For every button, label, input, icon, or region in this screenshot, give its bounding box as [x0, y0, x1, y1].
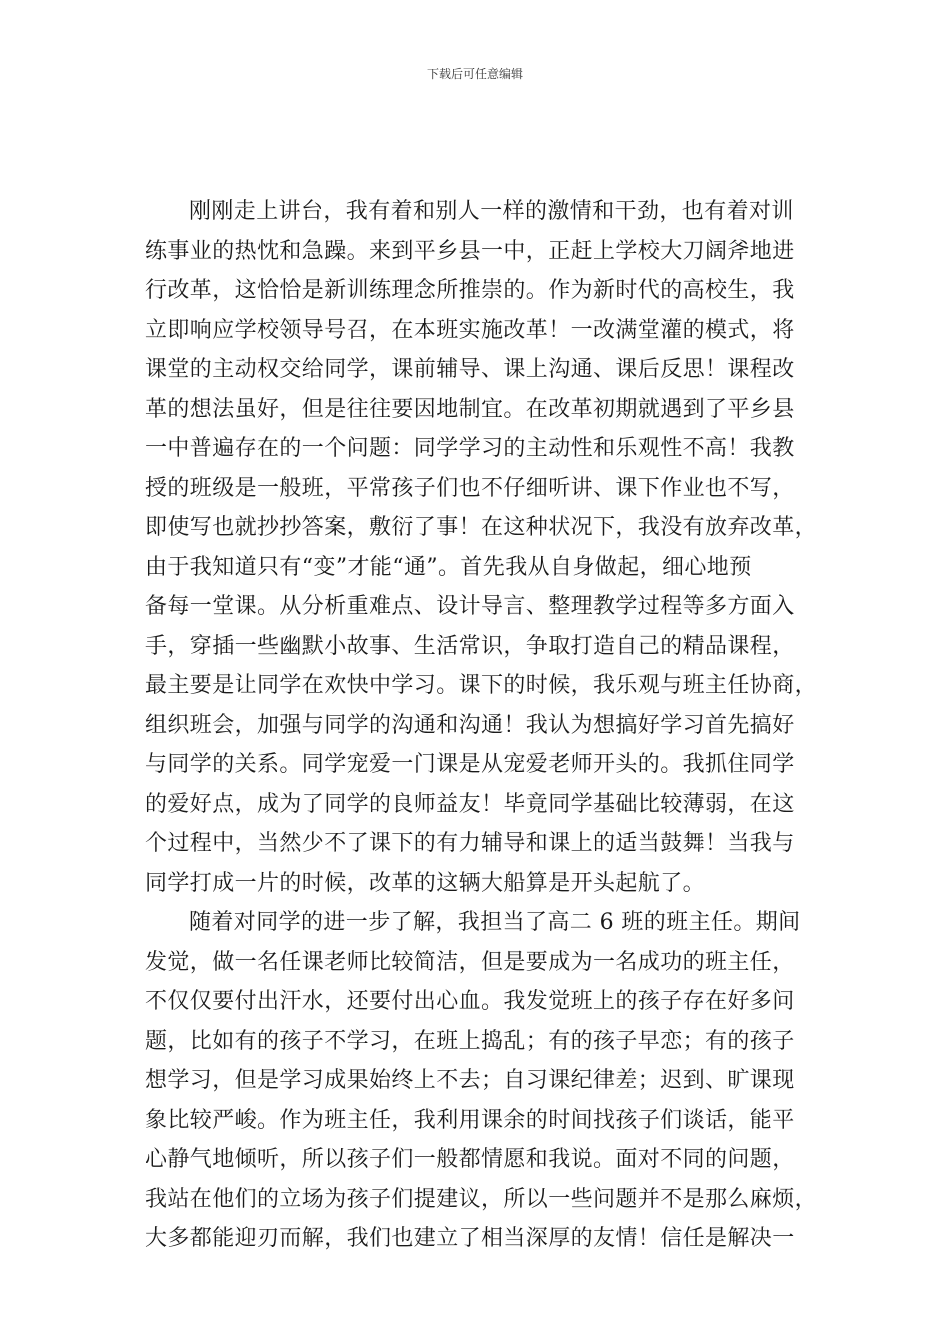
paragraph-2-line: 不仅仅要付出汗水，还要付出心血。我发觉班上的孩子存在好多问 [145, 989, 795, 1014]
paragraph-1-line: 同学打成一片的时候，改革的这辆大船算是开头起航了。 [145, 870, 706, 896]
paragraph-1-line: 行改革，这恰恰是新训练理念所推崇的。作为新时代的高校生，我 [145, 278, 795, 303]
paragraph-2-line: 随着对同学的进一步了解，我担当了高二 6 班的班主任。期间 [189, 910, 801, 935]
paragraph-1-line: 刚刚走上讲台，我有着和别人一样的激情和干劲，也有着对训 [189, 199, 794, 224]
paragraph-1-line: 练事业的热忱和急躁。来到平乡县一中，正赶上学校大刀阔斧地进 [145, 238, 795, 264]
paragraph-2-line: 想学习，但是学习成果始终上不去；自习课纪律差；迟到、旷课现 [145, 1068, 795, 1093]
document-body [145, 192, 818, 1259]
paragraph-2-line: 大多都能迎刃而解，我们也建立了相当深厚的友情！信任是解决一 [145, 1226, 795, 1251]
paragraph-1-line: 个过程中，当然少不了课下的有力辅导和课上的适当鼓舞！当我与 [145, 831, 795, 856]
paragraph-2-line: 我站在他们的立场为孩子们提建议，所以一些问题并不是那么麻烦， [145, 1186, 818, 1212]
paragraph-2-line: 发觉，做一名任课老师比较简洁，但是要成为一名成功的班主任， [145, 949, 795, 975]
paragraph-1-line: 手，穿插一些幽默小故事、生活常识，争取打造自己的精品课程， [145, 633, 795, 659]
paragraph-1-line: 备每一堂课。从分析重难点、设计导言、整理教学过程等多方面入 [145, 594, 795, 619]
page-header: 下载后可任意编辑 [426, 67, 523, 81]
paragraph-1-line: 即使写也就抄抄答案，敷衍了事！在这种状况下，我没有放弃改革， [145, 515, 818, 540]
paragraph-1-line: 立即响应学校领导号召，在本班实施改革！一改满堂灌的模式，将 [145, 317, 795, 343]
paragraph-1-line: 革的想法虽好，但是往往要因地制宜。在改革初期就遇到了平乡县 [145, 396, 795, 422]
paragraph-1-line: 授的班级是一般班，平常孩子们也不仔细听讲、课下作业也不写， [145, 475, 795, 501]
paragraph-2-line: 象比较严峻。作为班主任，我利用课余的时间找孩子们谈话，能平 [145, 1107, 795, 1133]
paragraph-1-line: 与同学的关系。同学宠爱一门课是从宠爱老师开头的。我抓住同学 [145, 752, 795, 777]
paragraph-1-line: 的爱好点，成为了同学的良师益友！毕竟同学基础比较薄弱，在这 [145, 791, 795, 817]
paragraph-2-line: 题，比如有的孩子不学习，在班上捣乱；有的孩子早恋；有的孩子 [145, 1028, 795, 1054]
paragraph-2-line: 心静气地倾听，所以孩子们一般都情愿和我说。面对不同的问题， [145, 1147, 795, 1172]
paragraph-1-line: 一中普遍存在的一个问题：同学学习的主动性和乐观性不高！我教 [145, 436, 795, 461]
paragraph-1-line: 最主要是让同学在欢快中学习。课下的时候，我乐观与班主任协商， [145, 673, 818, 698]
paragraph-1-line: 由于我知道只有“变”才能“通”。首先我从自身做起，细心地预 [145, 554, 752, 580]
paragraph-1-line: 组织班会，加强与同学的沟通和沟通！我认为想搞好学习首先搞好 [145, 712, 795, 738]
paragraph-1-line: 课堂的主动权交给同学，课前辅导、课上沟通、课后反思！课程改 [145, 357, 795, 382]
